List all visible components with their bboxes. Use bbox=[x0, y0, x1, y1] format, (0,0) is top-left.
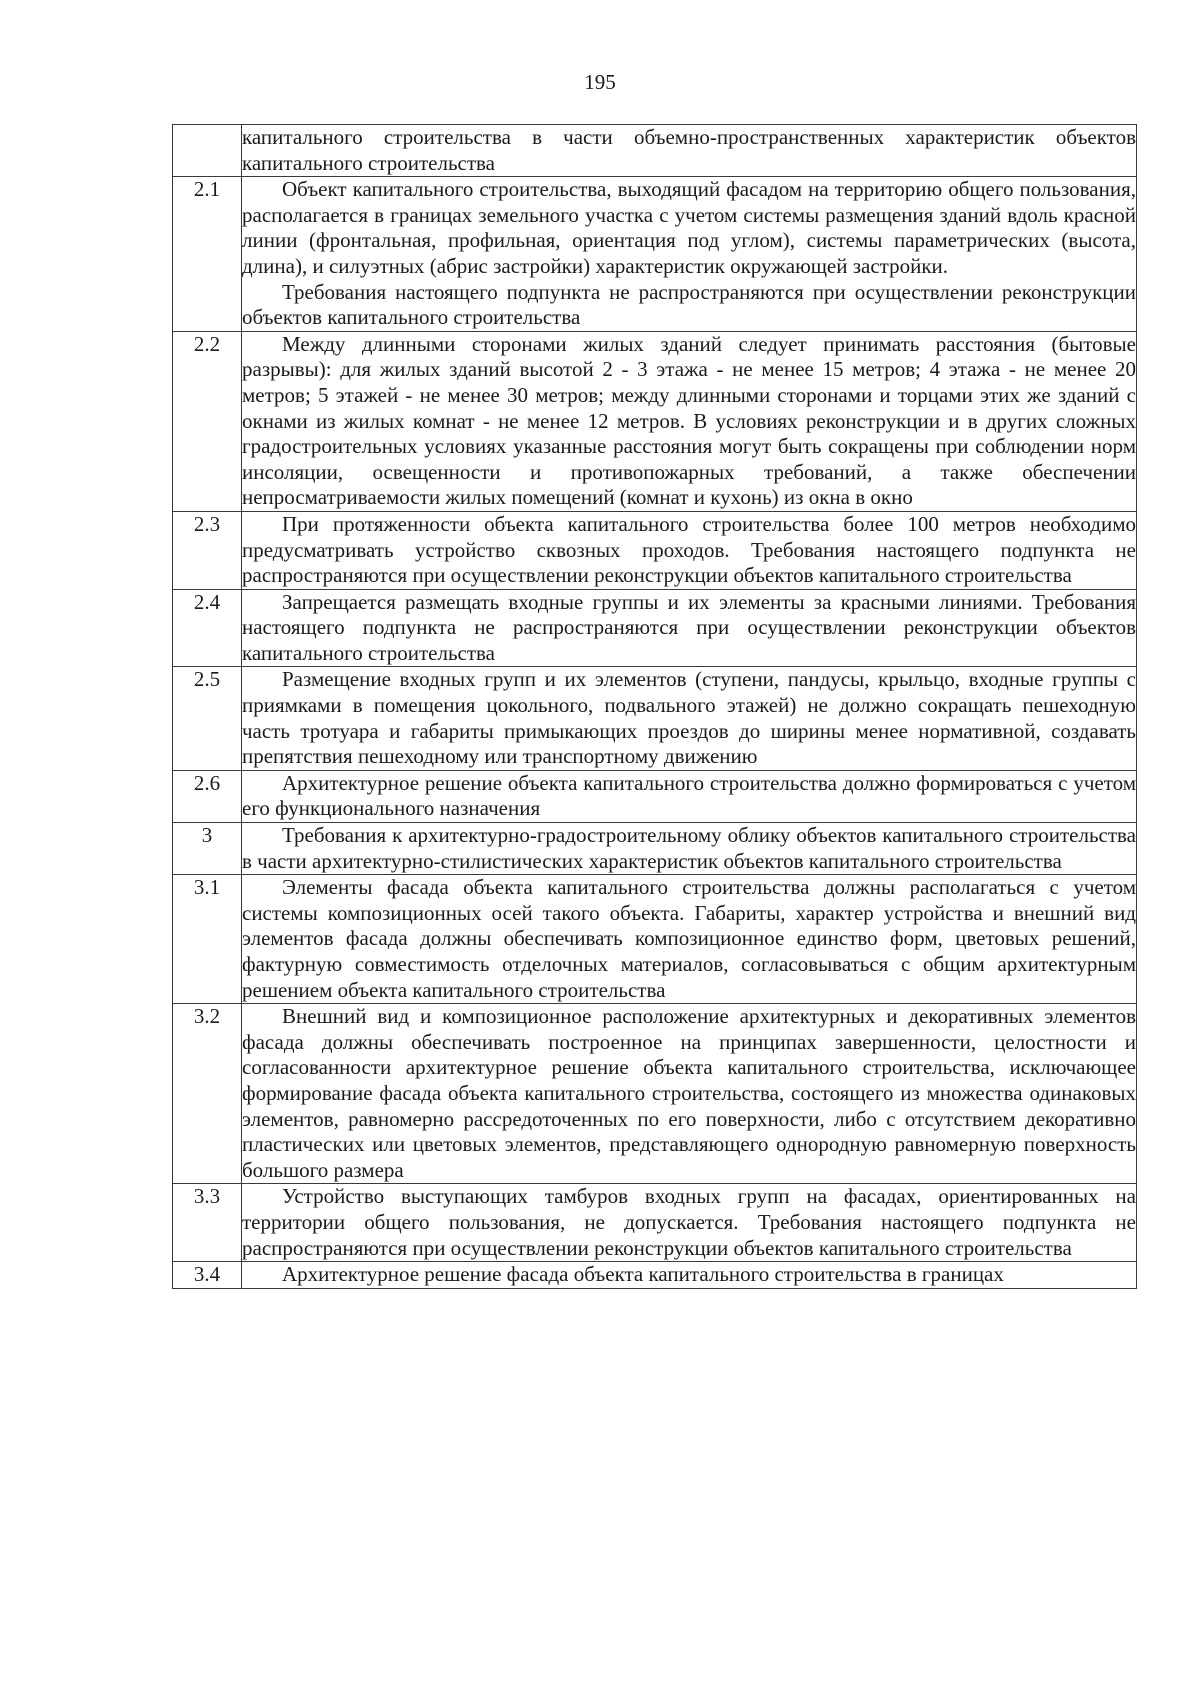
item-paragraph: Запрещается размещать входные группы и их элементы за красными линиями. Требования настоящего подпункта не распространяются при осуществлении реконструкции объектов капитального строительства bbox=[242, 589, 1136, 665]
item-paragraph: Объект капитального строительства, выходящий фасадом на территорию общего пользования, располагается в границах земельного участка с учетом системы размещения зданий вдоль красной линии (фронтальная, профильная, ориентация под углом), системы параметрических (высота, длина), и силуэтных (абрис застройки) характеристик окружающей застройки. bbox=[242, 177, 1136, 278]
item-text bbox=[242, 770, 1137, 822]
table-row bbox=[173, 823, 1137, 875]
table-row bbox=[173, 1004, 1137, 1184]
item-number: 3.4 bbox=[173, 1262, 242, 1289]
item-number: 2.6 bbox=[173, 770, 242, 822]
item-number bbox=[173, 125, 242, 177]
table-row bbox=[173, 770, 1137, 822]
item-text bbox=[242, 667, 1137, 770]
item-number: 2.2 bbox=[173, 331, 242, 511]
item-number: 2.4 bbox=[173, 589, 242, 667]
item-paragraph: Внешний вид и композиционное расположение архитектурных и декоративных элементов фасада должны обеспечивать построенное на принципах завершенности, целостности и согласованности архитектурное решение объекта капитального строительства, исключающее формирование фасада объекта капитального строительства, состоящего из множества одинаковых элементов, равномерно рассредоточенных по его поверхности, либо с отсутствием декоративно пластических или цветовых элементов, представляющего однородную равномерную поверхность большого размера bbox=[242, 1004, 1136, 1182]
item-number: 3.1 bbox=[173, 875, 242, 1004]
item-number: 3 bbox=[173, 823, 242, 875]
item-text bbox=[242, 177, 1137, 332]
item-paragraph: Архитектурное решение фасада объекта капитального строительства в границах bbox=[282, 1262, 1004, 1287]
table-row bbox=[173, 1262, 1137, 1289]
table-row bbox=[173, 589, 1137, 667]
item-paragraph: Между длинными сторонами жилых зданий следует принимать расстояния (бытовые разрывы): для жилых зданий высотой 2 - 3 этажа - не менее 15 метров; 4 этажа - не менее 20 метров; 5 этажей - не менее 30 метров; между длинными сторонами и торцами этих же зданий с окнами из жилых комнат - не менее 12 метров. В условиях реконструкции и в других сложных градостроительных условиях указанные расстояния могут быть сокращены при соблюдении норм инсоляции, освещенности и противопожарных требований, а также обеспечении непросматриваемости жилых помещений (комнат и кухонь) из окна в окно bbox=[242, 331, 1136, 510]
table-row bbox=[173, 511, 1137, 589]
page-number: 195 bbox=[584, 70, 616, 94]
item-paragraph: Требования настоящего подпункта не распространяются при осуществлении реконструкции объектов капитального строительства bbox=[242, 279, 1136, 330]
item-number: 3.3 bbox=[173, 1184, 242, 1262]
table-row bbox=[173, 1184, 1137, 1262]
item-paragraph: Требования к архитектурно-градостроительному облику объектов капитального строительства в части архитектурно-стилистических характеристик объектов капитального строительства bbox=[242, 823, 1136, 873]
table-body bbox=[173, 125, 1137, 1289]
item-text bbox=[242, 331, 1137, 511]
requirements-table bbox=[172, 124, 1137, 1289]
table-row bbox=[173, 875, 1137, 1004]
item-number: 2.5 bbox=[173, 667, 242, 770]
item-text bbox=[242, 511, 1137, 589]
item-text bbox=[242, 125, 1137, 177]
item-text bbox=[242, 1262, 1137, 1289]
table-row bbox=[173, 331, 1137, 511]
table-row bbox=[173, 667, 1137, 770]
item-text bbox=[242, 1184, 1137, 1262]
item-number: 2.3 bbox=[173, 511, 242, 589]
item-paragraph: Элементы фасада объекта капитального строительства должны располагаться с учетом системы композиционных осей такого объекта. Габариты, характер устройства и внешний вид элементов фасада должны обеспечивать композиционное единство форм, цветовых решений, фактурную совместимость отделочных материалов, согласовываться с общим архитектурным решением объекта капитального строительства bbox=[242, 875, 1136, 1002]
item-paragraph: Размещение входных групп и их элементов (ступени, пандусы, крыльцо, входные группы с приямками в помещения цокольного, подвального этажей) не должно сокращать пешеходную часть тротуара и габариты примыкающих проездов до ширины менее нормативной, создавать препятствия пешеходному или транспортному движению bbox=[242, 667, 1136, 769]
item-paragraph: Устройство выступающих тамбуров входных групп на фасадах, ориентированных на территории общего пользования, не допускается. Требования настоящего подпункта не распространяются при осуществлении реконструкции объектов капитального строительства bbox=[242, 1184, 1136, 1260]
item-number: 2.1 bbox=[173, 177, 242, 332]
item-paragraph: капитального строительства в части объемно-пространственных характеристик объектов капитального строительства bbox=[242, 125, 1136, 175]
item-text bbox=[242, 1004, 1137, 1184]
item-paragraph: При протяженности объекта капитального строительства более 100 метров необходимо предусматривать устройство сквозных проходов. Требования настоящего подпункта не распространяются при осуществлении реконструкции объектов капитального строительства bbox=[242, 511, 1136, 588]
item-text bbox=[242, 875, 1137, 1004]
item-text bbox=[242, 823, 1137, 875]
table-row bbox=[173, 177, 1137, 332]
item-number: 3.2 bbox=[173, 1004, 242, 1184]
table-row bbox=[173, 125, 1137, 177]
item-paragraph: Архитектурное решение объекта капитального строительства должно формироваться с учетом его функционального назначения bbox=[242, 770, 1136, 821]
item-text bbox=[242, 589, 1137, 667]
